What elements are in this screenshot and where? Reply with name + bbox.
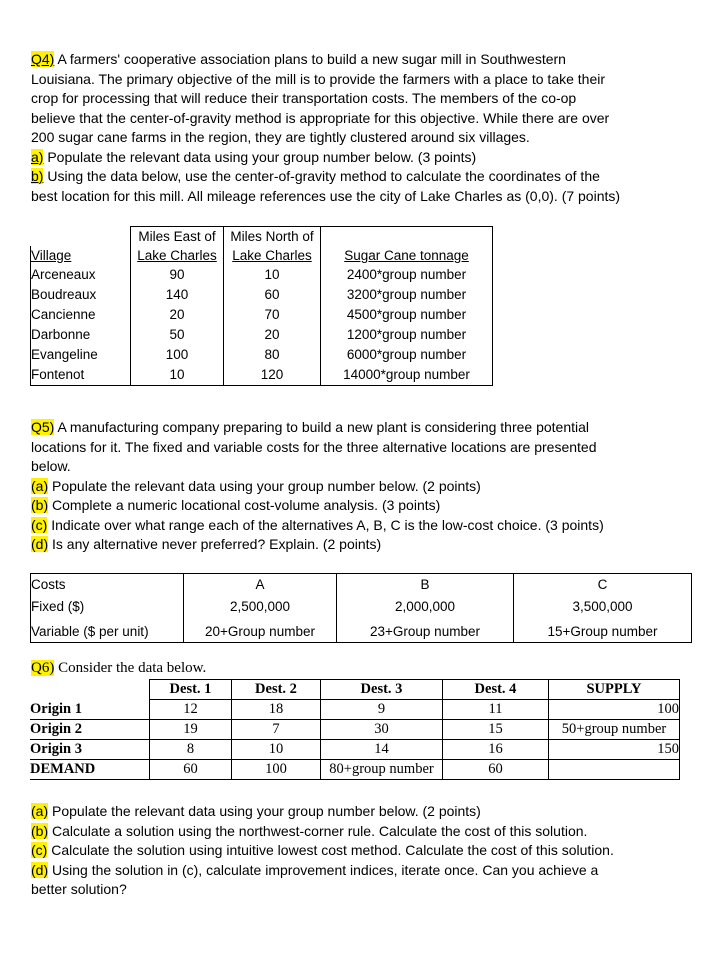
- q5-line-3: below.: [31, 458, 71, 474]
- q4-line-4: believe that the center-of-gravity method is appropriate for this objective. While there are over: [31, 109, 610, 126]
- q4-village-table: [30, 226, 493, 386]
- q4-part-b-cont: best location for this mill. All mileage references use the city of Lake Charles as (0,0). (7 points): [31, 187, 621, 204]
- q4-part-b: b) Using the data below, use the center-of-gravity method to calculate the coordinates of the: [31, 168, 600, 184]
- q4-line-3: crop for processing that will reduce their transportation costs. The members of the co-op: [31, 90, 577, 106]
- q4-part-a: a) Populate the relevant data using your group number below. (3 points): [31, 148, 477, 165]
- q5-line-1: Q5) A manufacturing company preparing to build a new plant is considering three potential: [31, 419, 590, 435]
- q4-label: Q4): [31, 51, 55, 67]
- q5-part-c: (c) Indicate over what range each of the alternatives A, B, C is the low-cost choice. (3 points): [31, 516, 604, 533]
- table-row: Origin 3 8 10 14 16 150: [30, 740, 680, 760]
- table-row: Variable ($ per unit) 20+Group number 23+Group number 15+Group number: [31, 618, 692, 643]
- col-village: Village: [31, 246, 131, 265]
- table-header-row: Dest. 1 Dest. 2 Dest. 3 Dest. 4 SUPPLY: [30, 680, 680, 700]
- q6-transport-table: [30, 679, 680, 780]
- q6-part-a: (a) Populate the relevant data using your group number below. (2 points): [31, 803, 481, 819]
- table-row: Fontenot 10 120 14000*group number: [31, 365, 493, 386]
- q4-line-1: Q4) A farmers' cooperative association plans to build a new sugar mill in Southwestern: [31, 51, 566, 67]
- table-row: Origin 1 12 18 9 11 100: [30, 700, 680, 720]
- col-tonnage: Sugar Cane tonnage: [321, 246, 493, 265]
- q5-cost-table: [30, 573, 692, 643]
- q5-part-d: (d) Is any alternative never preferred? Explain. (2 points): [31, 536, 382, 552]
- q6-label: Q6): [31, 660, 55, 676]
- q5-question: [31, 418, 681, 555]
- table-header-row: Costs A B C: [31, 574, 692, 597]
- q6-part-c: (c) Calculate the solution using intuitive lowest cost method. Calculate the cost of this solution.: [31, 842, 614, 858]
- col-miles-east: Lake Charles: [131, 246, 224, 265]
- q4-line-2: Louisiana. The primary objective of the mill is to provide the farmers with a place to take their: [31, 70, 606, 87]
- q5-line-2: locations for it. The fixed and variable costs for the three alternative locations are presented: [31, 438, 597, 455]
- table-row: Boudreaux 140 60 3200*group number: [31, 285, 493, 305]
- q6-part-d-cont: better solution?: [31, 881, 127, 897]
- table-row: Darbonne 50 20 1200*group number: [31, 325, 493, 345]
- q6-title: Q6) Consider the data below.: [31, 660, 207, 676]
- q6-part-d: (d) Using the solution in (c), calculate improvement indices, iterate once. Can you achieve a: [31, 861, 599, 878]
- table-row: Fixed ($) 2,500,000 2,000,000 3,500,000: [31, 596, 692, 618]
- q4-question: [31, 50, 681, 206]
- table-row: Origin 2 19 7 30 15 50+group number: [30, 720, 680, 740]
- q5-part-b: (b) Complete a numeric locational cost-volume analysis. (3 points): [31, 497, 441, 513]
- table-row: DEMAND 60 100 80+group number 60: [30, 760, 680, 780]
- table-header-row: Miles East of Miles North of: [31, 227, 493, 247]
- q6-parts: [31, 802, 681, 900]
- table-row: Cancienne 20 70 4500*group number: [31, 305, 493, 325]
- q6-part-b: (b) Calculate a solution using the northwest-corner rule. Calculate the cost of this solution.: [31, 822, 588, 839]
- q4-line-5: 200 sugar cane farms in the region, they are tightly clustered around six villages.: [31, 129, 530, 145]
- col-miles-north: Lake Charles: [224, 246, 321, 265]
- table-row: Arceneaux 90 10 2400*group number: [31, 265, 493, 285]
- table-row: Evangeline 100 80 6000*group number: [31, 345, 493, 365]
- q5-label: Q5): [31, 419, 55, 435]
- q5-part-a: (a) Populate the relevant data using your group number below. (2 points): [31, 477, 481, 494]
- table-header-row: [31, 246, 493, 265]
